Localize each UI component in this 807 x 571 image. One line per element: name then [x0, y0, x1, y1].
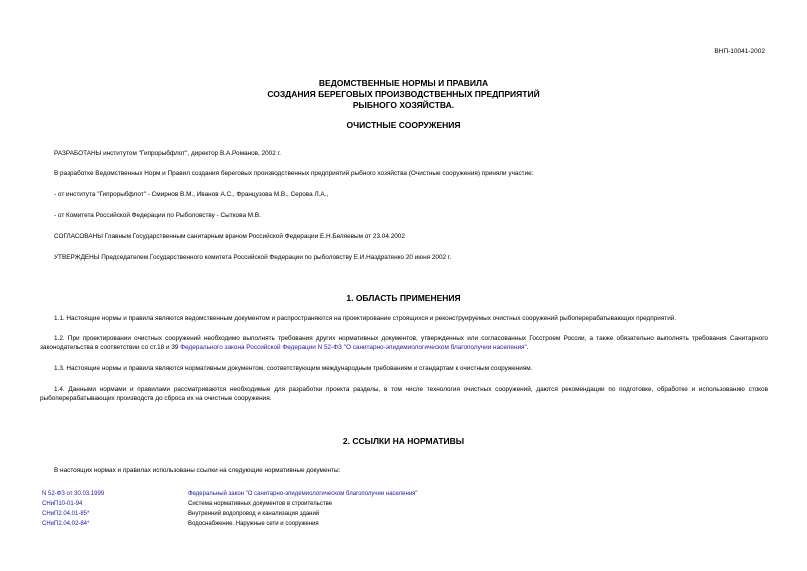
reference-row: [42, 521, 762, 530]
reference-title: Система нормативных документов в строительстве: [188, 501, 333, 507]
reference-code-link[interactable]: СНиП2.04.02-84*: [42, 521, 90, 527]
participants-institute: - от института "Гипрорыбфлот" - Смирнов В.М., Иванов А.С., Французова М.В., Серова Л.А.,: [54, 191, 329, 198]
title-line-2: СОЗДАНИЯ БЕРЕГОВЫХ ПРОИЗВОДСТВЕННЫХ ПРЕДПРИЯТИЙ: [267, 89, 540, 99]
document-code: ВНП-10041-2002: [714, 48, 765, 55]
reference-row: [42, 491, 762, 500]
approved-by: УТВЕРЖДЕНЫ Председателем Государственного комитета Российской Федерации по рыболовству Е.И.Наздратенко 20 июня 2002 г.: [54, 254, 452, 261]
participants-intro: В разработке Ведомственных Норм и Правил создания береговых производственных предприятий рыбного хозяйства (Очистные сооружения) приняли участие:: [54, 170, 534, 177]
paragraph-1-4: 1.4. Данными нормами и правилами рассматриваются необходимые для разработки проекта разделы, в том числе технология очистных сооружений, даются рекомендации по подготовке, обработке и использованию стоков рыбоперерабатывающих производств до сброса их на очистные сооружения.: [40, 386, 768, 402]
document-subtitle: ОЧИСТНЫЕ СООРУЖЕНИЯ: [346, 120, 461, 130]
reference-code-link[interactable]: СНиП2.04.01-85*: [42, 511, 90, 517]
section-1-heading: 1. ОБЛАСТЬ ПРИМЕНЕНИЯ: [346, 293, 461, 303]
reference-title: Внутренний водопровод и канализация зданий: [188, 511, 320, 517]
agreed-by: СОГЛАСОВАНЫ Главным Государственным санитарным врачом Российской Федерации Е.Н.Беляевым от 23.04.2002: [54, 233, 405, 240]
paragraph-1-2-end: .: [526, 344, 529, 351]
title-line-3: РЫБНОГО ХОЗЯЙСТВА.: [352, 100, 455, 110]
references-intro: В настоящих нормах и правилах использованы ссылки на следующие нормативные документы:: [54, 467, 341, 474]
reference-title: Водоснабжение. Наружные сети и сооружения: [188, 521, 319, 527]
participants-committee: - от Комитета Российской Федерации по Рыболовству - Сыткова М.В.: [54, 212, 261, 219]
developed-by: РАЗРАБОТАНЫ институтом "Гипрорыбфлот", директор В.А.Романов, 2002 г.: [54, 150, 281, 157]
section-2-heading: 2. ССЫЛКИ НА НОРМАТИВЫ: [342, 436, 465, 446]
federal-law-link[interactable]: Федерального закона Российской Федерации N 52-ФЗ "О санитарно-эпидемиологическом благополучии населения": [180, 344, 527, 351]
reference-row: [42, 511, 762, 520]
paragraph-1-3: 1.3. Настоящие нормы и правила являются нормативным документом, соответствующим международным требованиям и стандартам к очистным сооружениям.: [54, 365, 533, 372]
reference-code-link[interactable]: N 52-ФЗ от 30.03.1999: [42, 491, 105, 497]
paragraph-1-1: 1.1. Настоящие нормы и правила являются ведомственным документом и распространяются на проектирование строящихся и реконструируемых очистных сооружений рыбоперерабатывающих предприятий.: [54, 315, 677, 322]
paragraph-1-2: [40, 334, 768, 352]
title-line-1: ВЕДОМСТВЕННЫЕ НОРМЫ И ПРАВИЛА: [318, 78, 489, 88]
paragraph-1-2-text: 1.2. При проектировании очистных сооружений необходимо выполнять требования других нормативных документов, утвержденных или согласованных Госстроем России, а также обязательно выполнять требования Санитарного законодательства в соответствии со ст.18 и 39: [40, 335, 768, 351]
reference-row: [42, 501, 762, 510]
reference-code-link[interactable]: СНиП10-01-94: [42, 501, 83, 507]
reference-title-link[interactable]: Федеральный закон "О санитарно-эпидемиологическом благополучии населения": [188, 491, 418, 497]
